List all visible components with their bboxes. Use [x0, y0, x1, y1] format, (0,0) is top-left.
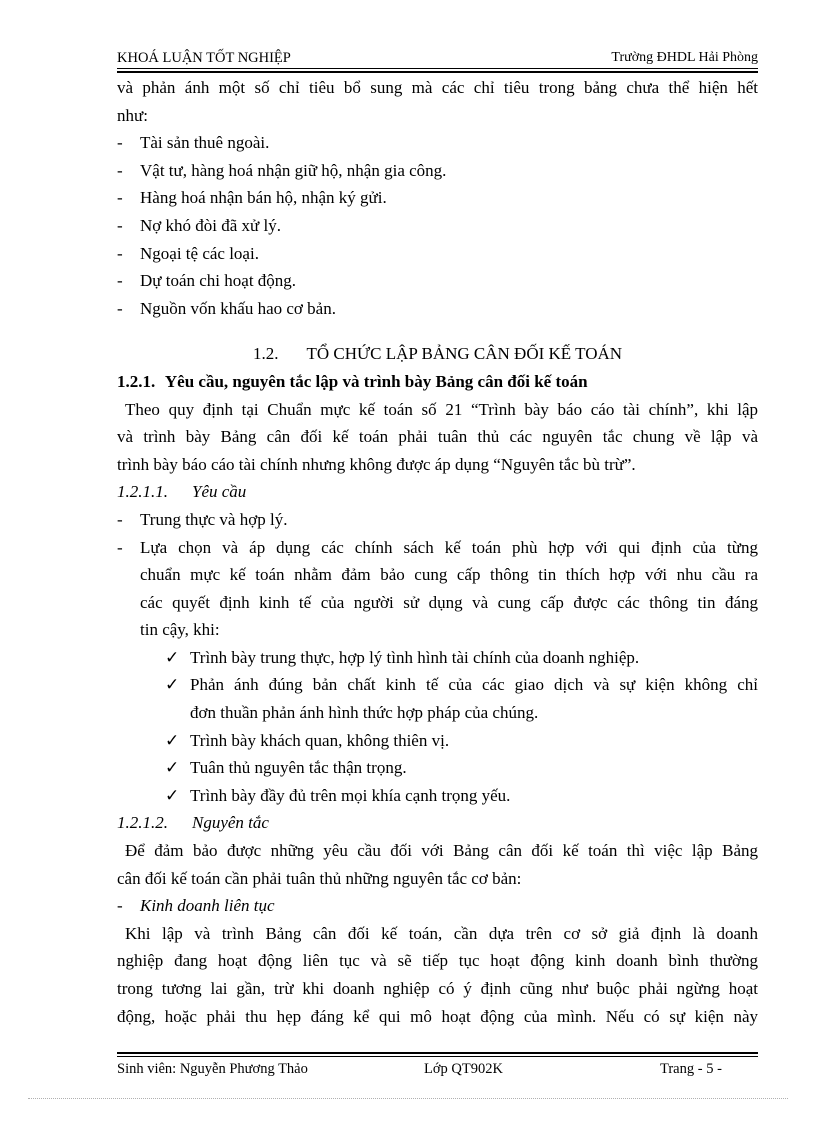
check-icon: ✓ — [165, 785, 180, 805]
section-heading-1-2-1-2 — [117, 809, 758, 837]
check-item: ✓ Trình bày đầy đủ trên mọi khía cạnh trọng yếu. — [117, 782, 758, 810]
footer-rule-thick — [117, 1052, 758, 1054]
section-number: 1.2. — [252, 344, 279, 364]
footer-page-number: Trang - 5 - — [660, 1061, 722, 1077]
check-icon: ✓ — [165, 647, 180, 667]
header-rule-thin — [117, 68, 758, 69]
footer-class: Lớp QT902K — [424, 1061, 503, 1077]
paragraph-line: Theo quy định tại Chuẩn mực kế toán số 21 “Trình bày báo cáo tài chính”, khi lập — [125, 399, 758, 419]
dash-bullet: - — [117, 243, 123, 263]
paragraph-line: và trình bày Bảng cân đối kế toán phải tuân thủ các nguyên tắc chung về lập và — [117, 427, 758, 447]
list-item: - Nguồn vốn khấu hao cơ bản. — [117, 295, 758, 323]
section-title: TỔ CHỨC LẬP BẢNG CÂN ĐỐI KẾ TOÁN — [306, 344, 623, 364]
check-icon: ✓ — [165, 675, 180, 695]
paragraph-line: trong tương lai gần, trừ khi doanh nghiệp có ý định cũng như buộc phải ngừng hoạt — [117, 979, 758, 998]
dash-bullet: - — [117, 133, 123, 153]
dash-bullet: - — [117, 896, 123, 916]
section-number: 1.2.1.2. — [117, 813, 168, 833]
intro-line: và phản ánh một số chỉ tiêu bổ sung mà các chỉ tiêu trong bảng chưa thể hiện hết — [117, 78, 758, 97]
paragraph-line: Để đảm bảo được những yêu cầu đối với Bảng cân đối kế toán thì việc lập Bảng — [125, 841, 758, 861]
list-item: - Trung thực và hợp lý. — [117, 506, 758, 534]
dash-bullet: - — [117, 509, 123, 529]
check-item: ✓ Phản ánh đúng bản chất kinh tế của các giao dịch và sự kiện không chỉ — [117, 671, 758, 699]
check-item-continuation: đơn thuần phản ánh hình thức hợp pháp của chúng. — [190, 703, 539, 723]
list-item: - Hàng hoá nhận bán hộ, nhận ký gửi. — [117, 184, 758, 212]
check-icon: ✓ — [165, 730, 180, 750]
list-item: - Dự toán chi hoạt động. — [117, 267, 758, 295]
paragraph-line: Khi lập và trình Bảng cân đối kế toán, cần dựa trên cơ sở giả định là doanh — [125, 923, 758, 943]
paragraph-line: động, hoặc phải thu hẹp đáng kể qui mô hoạt động của mình. Nếu có sự kiện này — [117, 1006, 758, 1026]
footer-rule-thin — [117, 1056, 758, 1057]
section-title: Yêu cầu — [192, 482, 247, 502]
header-thesis-title: KHOÁ LUẬN TỐT NGHIỆP — [117, 50, 291, 66]
paragraph-line: trình bày báo cáo tài chính nhưng không được áp dụng “Nguyên tắc bù trừ”. — [117, 454, 636, 474]
list-item-continuation: chuẩn mực kế toán nhằm đảm bảo cung cấp thông tin thích hợp với nhu cầu ra — [140, 565, 758, 585]
page-break-line — [28, 1098, 788, 1099]
intro-line: như: — [117, 105, 148, 125]
list-item-continuation: các quyết định kinh tế của người sử dụng và cung cấp được các thông tin đáng — [140, 592, 758, 612]
paragraph-line: nghiệp đang hoạt động liên tục và sẽ tiếp tục hoạt động kinh doanh bình thường — [117, 951, 758, 971]
header-rule-thick — [117, 71, 758, 73]
list-item: - Lựa chọn và áp dụng các chính sách kế toán phù hợp với qui định của từng — [117, 534, 758, 562]
dash-bullet: - — [117, 298, 123, 318]
check-icon: ✓ — [165, 758, 180, 778]
dash-bullet: - — [117, 537, 123, 557]
document-body — [117, 74, 758, 1030]
list-item: - Ngoại tệ các loại. — [117, 240, 758, 268]
list-item: - Nợ khó đòi đã xử lý. — [117, 212, 758, 240]
section-heading-1-2-1 — [117, 368, 758, 396]
paragraph-line: cân đối kế toán cần phải tuân thủ những nguyên tắc cơ bản: — [117, 868, 522, 888]
dash-bullet: - — [117, 271, 123, 291]
list-item: - Vật tư, hàng hoá nhận giữ hộ, nhận gia công. — [117, 157, 758, 185]
header-university: Trường ĐHDL Hải Phòng — [611, 50, 758, 65]
section-number: 1.2.1.1. — [117, 482, 168, 502]
section-title: Yêu cầu, nguyên tắc lập và trình bày Bảng cân đối kế toán — [164, 371, 588, 391]
check-item: ✓ Trình bày trung thực, hợp lý tình hình tài chính của doanh nghiệp. — [117, 644, 758, 672]
list-item: - Tài sản thuê ngoài. — [117, 129, 758, 157]
section-heading-1-2 — [117, 340, 758, 368]
principle-heading: - Kinh doanh liên tục — [117, 892, 758, 920]
check-item: ✓ Tuân thủ nguyên tắc thận trọng. — [117, 754, 758, 782]
dash-bullet: - — [117, 188, 123, 208]
section-title: Nguyên tắc — [192, 813, 269, 833]
dash-bullet: - — [117, 215, 123, 235]
list-item-continuation: tin cậy, khi: — [140, 620, 220, 640]
check-item: ✓ Trình bày khách quan, không thiên vị. — [117, 727, 758, 755]
section-number: 1.2.1. — [117, 371, 156, 391]
footer-student-name: Sinh viên: Nguyễn Phương Thảo — [117, 1061, 308, 1077]
section-heading-1-2-1-1 — [117, 478, 758, 506]
dash-bullet: - — [117, 160, 123, 180]
